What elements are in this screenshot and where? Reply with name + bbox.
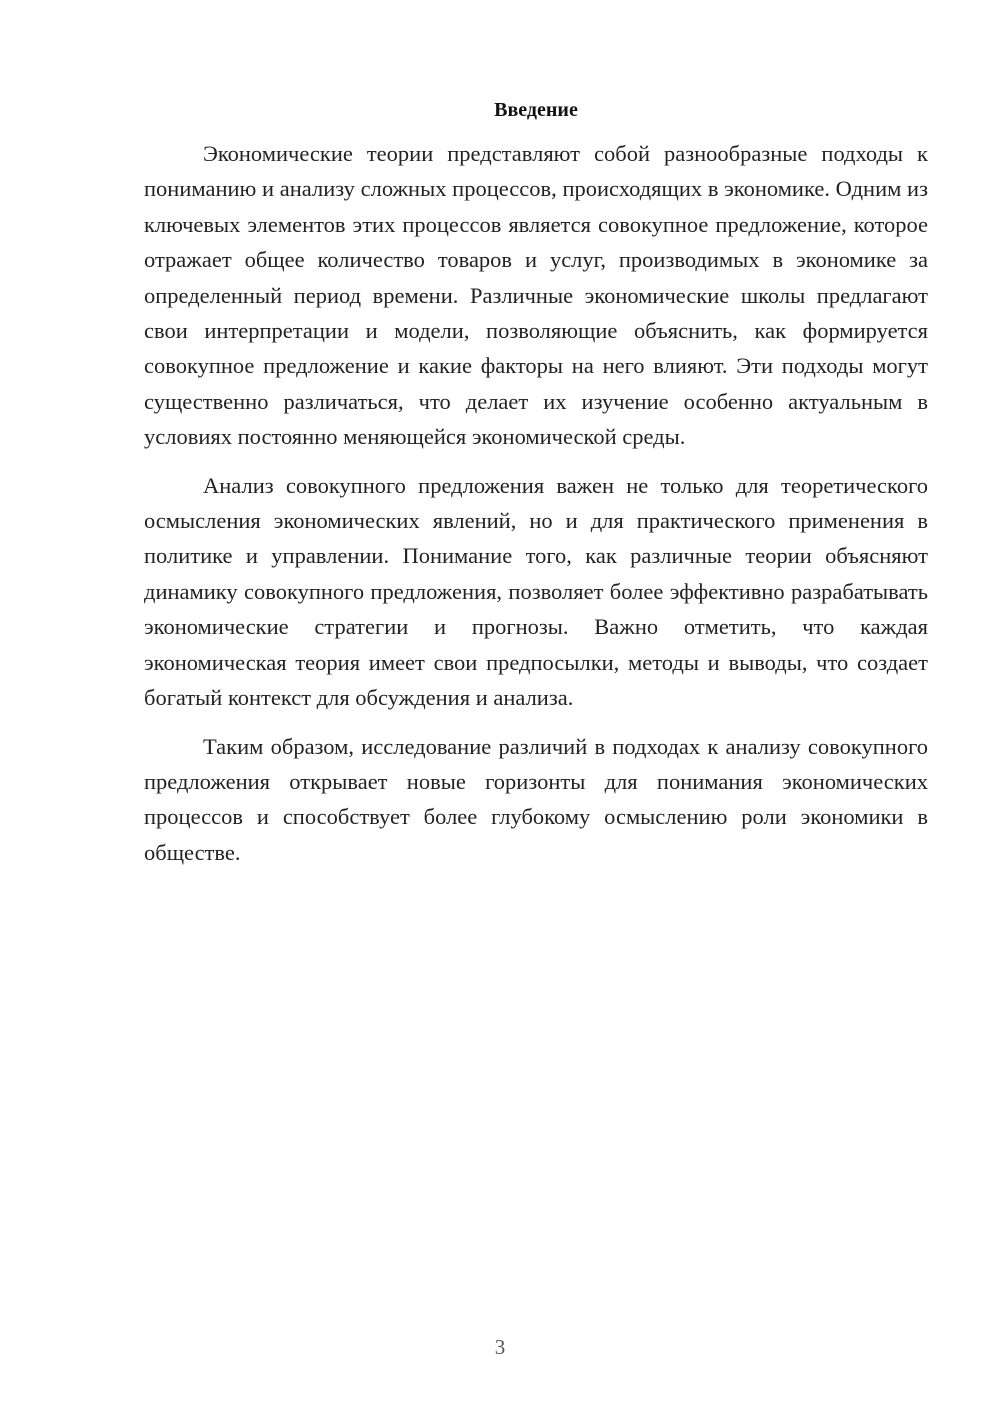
page-number: 3 xyxy=(494,1335,506,1359)
paragraph-1: Экономические теории представляют собой разнообразные подходы к пониманию и анализу сложных процессов, происходящих в экономике. Одним из ключевых элементов этих процессов является совокупное предложение, которое отражает общее количество товаров и услуг, производимых в экономике за определенный период времени. Различные экономические школы предлагают свои интерпретации и модели, позволяющие объяснить, как формируется совокупное предложение и какие факторы на него влияют. Эти подходы могут существенно различаться, что делает их изучение особенно актуальным в условиях постоянно меняющейся экономической среды. xyxy=(144,141,928,450)
paragraph-3: Таким образом, исследование различий в подходах к анализу совокупного предложения открывает новые горизонты для понимания экономических процессов и способствует более глубокому осмыслению роли экономики в обществе. xyxy=(144,733,928,865)
section-title: Введение xyxy=(494,99,578,121)
page-content xyxy=(144,96,928,883)
paragraph-2: Анализ совокупного предложения важен не только для теоретического осмысления экономических явлений, но и для практического применения в политике и управлении. Понимание того, как различные теории объясняют динамику совокупного предложения, позволяет более эффективно разрабатывать экономические стратегии и прогнозы. Важно отметить, что каждая экономическая теория имеет свои предпосылки, методы и выводы, что создает богатый контекст для обсуждения и анализа. xyxy=(144,472,928,711)
